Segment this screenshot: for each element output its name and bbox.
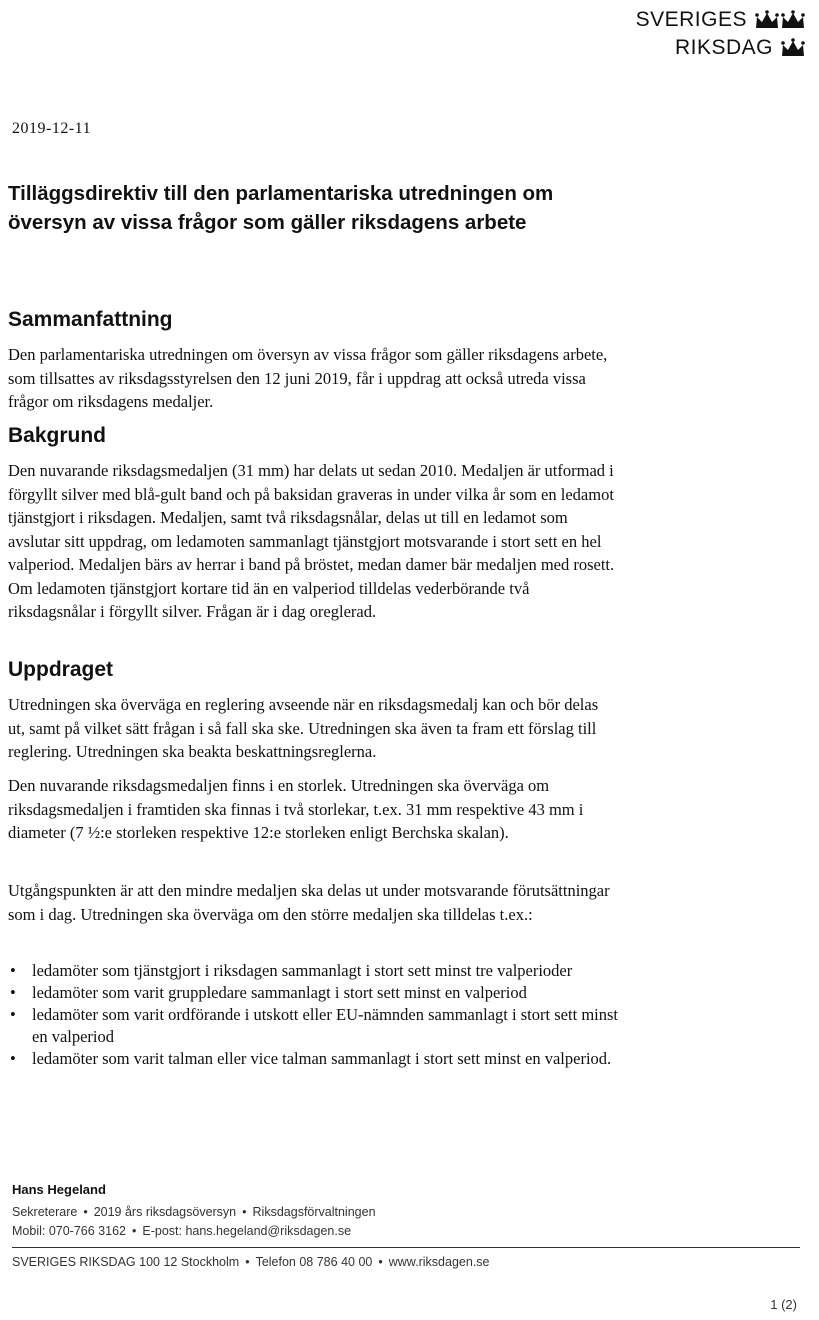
list-item: • ledamöter som tjänstgjort i riksdagen sammanlagt i stort sett minst tre valperioder (10, 961, 573, 980)
document-title: Tilläggsdirektiv till den parlamentariska utredningen om översyn av vissa frågor som gäller riksdagens arbete (8, 182, 554, 234)
footer-postal: SVERIGES RIKSDAG 100 12 Stockholm (12, 1255, 240, 1269)
logo-line-1: SVERIGES (635, 8, 747, 31)
footer-website: www.riksdagen.se (388, 1255, 490, 1269)
list-item-text: ledamöter som varit talman eller vice talman sammanlagt i stort sett minst en valperiod. (32, 1049, 612, 1068)
footer-divider (12, 1247, 800, 1248)
crown-icon (781, 10, 805, 30)
paragraph-uppdraget-3: Utgångspunkten är att den mindre medaljen ska delas ut under motsvarande förutsättningar som i dag. Utredningen ska överväga om den större medaljen ska tilldelas t.ex.: (8, 881, 610, 924)
paragraph-uppdraget-2: Den nuvarande riksdagsmedaljen finns i en storlek. Utredningen ska överväga om riksdagsmedaljen i framtiden ska finnas i två storlekar, t.ex. 31 mm respektive 43 mm i diameter (7 ½:e storleken respektive 12:e storleken enligt Berchska skalan). (8, 776, 584, 842)
signer-contact: Mobil: 070-766 3162 • E-post: hans.hegeland@riksdagen.se (12, 1224, 352, 1238)
list-item: • ledamöter som varit ordförande i utskott eller EU-nämnden sammanlagt i stort sett minst en valperiod (10, 1005, 618, 1046)
signer-phone: Mobil: 070-766 3162 (12, 1224, 126, 1238)
signer-role: Sekreterare • 2019 års riksdagsöversyn • Riksdagsförvaltningen (12, 1205, 376, 1219)
bullet-list (8, 960, 618, 1070)
heading-bakgrund: Bakgrund (8, 424, 107, 447)
crown-icon (755, 10, 779, 30)
list-item-text: ledamöter som varit ordförande i utskott eller EU-nämnden sammanlagt i stort sett minst en valperiod (32, 1005, 618, 1046)
riksdag-logo (605, 6, 805, 62)
heading-sammanfattning: Sammanfattning (8, 308, 173, 331)
footer-address: SVERIGES RIKSDAG 100 12 Stockholm • Telefon 08 786 40 00 • www.riksdagen.se (12, 1255, 490, 1269)
page-number: 1 (2) (770, 1297, 797, 1312)
footer-phone: Telefon 08 786 40 00 (255, 1255, 373, 1269)
heading-uppdraget: Uppdraget (8, 658, 113, 681)
signer-project: 2019 års riksdagsöversyn (93, 1205, 237, 1219)
list-item: • ledamöter som varit talman eller vice talman sammanlagt i stort sett minst en valperiod. (10, 1049, 612, 1068)
list-item: • ledamöter som varit gruppledare sammanlagt i stort sett minst en valperiod (10, 983, 527, 1002)
list-item-text: ledamöter som varit gruppledare sammanlagt i stort sett minst en valperiod (32, 983, 527, 1002)
signer-title: Sekreterare (12, 1205, 78, 1219)
logo-line-2: RIKSDAG (674, 36, 773, 59)
signer-name: Hans Hegeland (12, 1182, 106, 1197)
signer-organisation: Riksdagsförvaltningen (252, 1205, 376, 1219)
list-item-text: ledamöter som tjänstgjort i riksdagen sammanlagt i stort sett minst tre valperioder (32, 961, 573, 980)
paragraph-sammanfattning: Den parlamentariska utredningen om översyn av vissa frågor som gäller riksdagens arbete, som tillsattes av riksdagsstyrelsen den 12 juni 2019, får i uppdrag att också utreda vissa frågor om riksdagens medaljer. (8, 345, 608, 411)
paragraph-bakgrund: Den nuvarande riksdagsmedaljen (31 mm) har delats ut sedan 2010. Medaljen är utformad i förgyllt silver med blå-gult band och på baksidan graveras in under vilka år som en ledamot tjänstgjort i riksdagen. Medaljen, samt två riksdagsnålar, delas ut till en ledamot som avslutar sitt uppdrag, om ledamoten sammanlagt tjänstgjort motsvarande i stort sett en hel valperiod. Medaljen bärs av herrar i band på bröstet, medan damer bär medaljen med rosett. Om ledamoten tjänstgjort kortare tid än en valperiod tilldelas vederbörande två riksdagsnålar i förgyllt silver. Frågan är i dag oreglerad. (8, 461, 615, 621)
paragraph-uppdraget-1: Utredningen ska överväga en reglering avseende när en riksdagsmedalj kan och bör delas ut, samt på vilket sätt frågan i så fall ska ske. Utredningen ska även ta fram ett förslag till reglering. Utredningen ska beakta beskattningsreglerna. (8, 695, 599, 761)
signer-email: E-post: hans.hegeland@riksdagen.se (142, 1224, 352, 1238)
document-date: 2019-12-11 (12, 120, 92, 137)
crown-icon (781, 38, 805, 58)
